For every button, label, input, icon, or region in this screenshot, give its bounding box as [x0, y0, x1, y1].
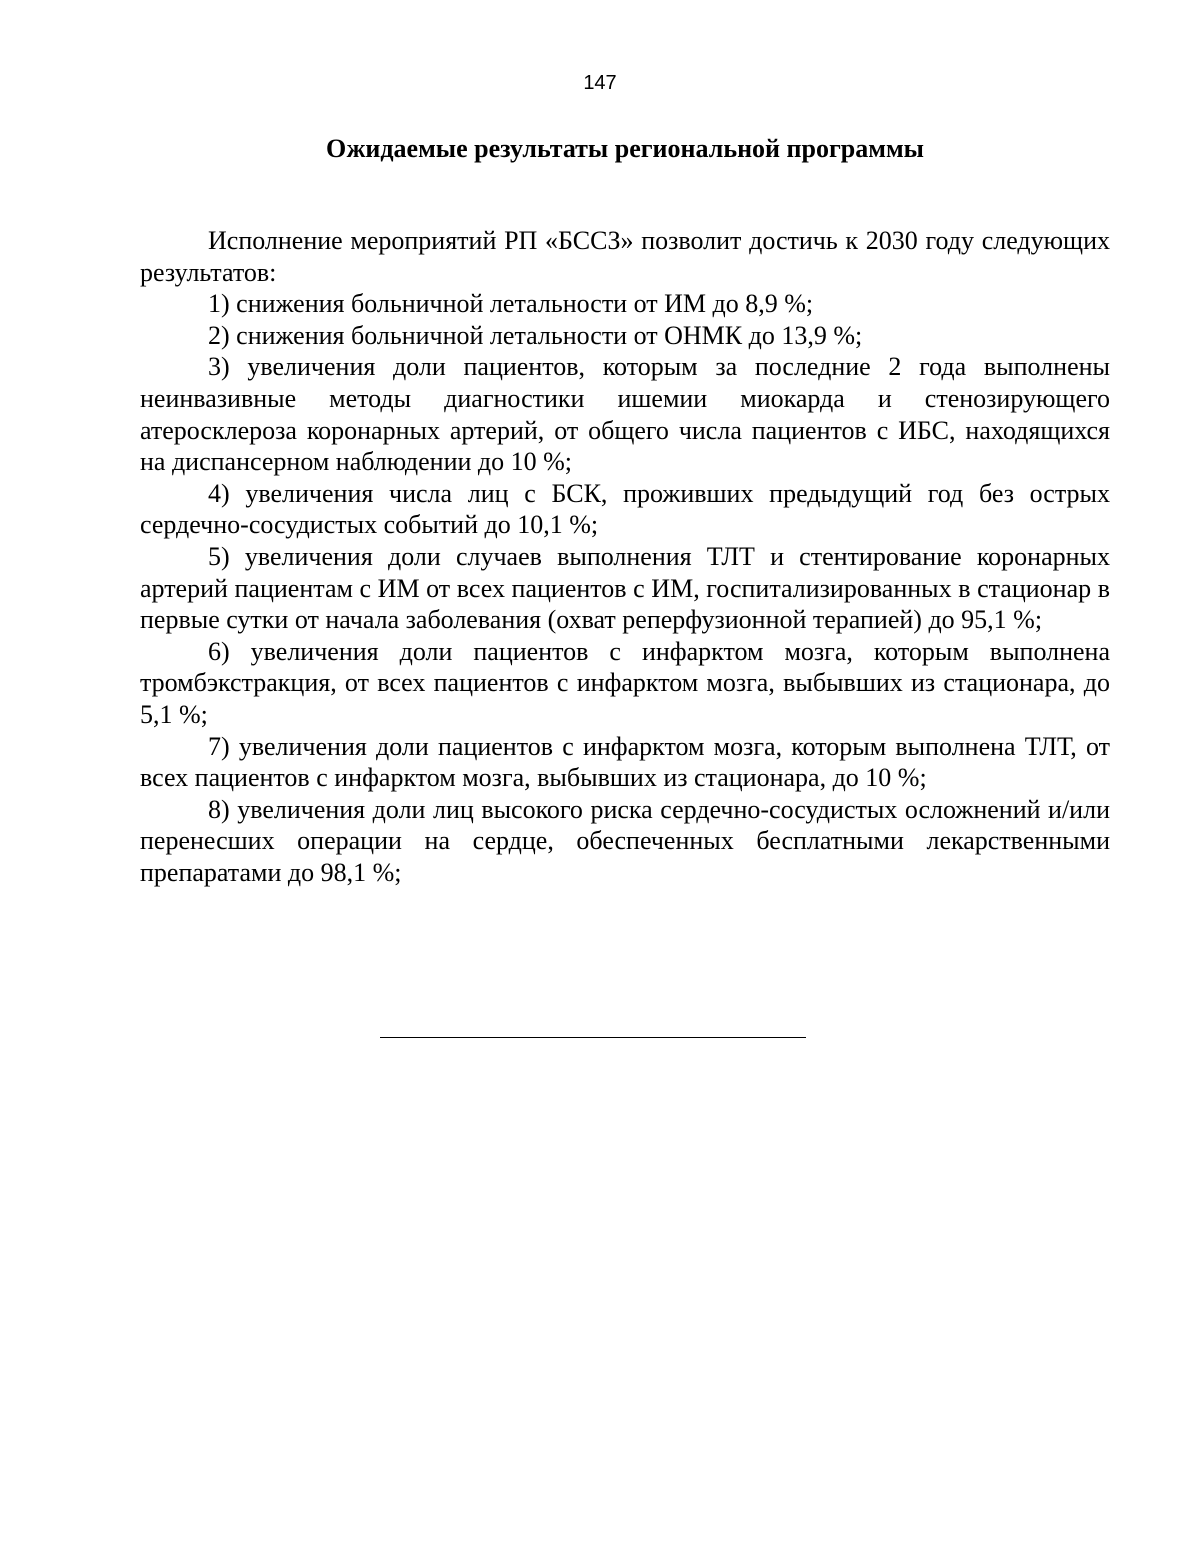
result-item-2: 2) снижения больничной летальности от ОНМК до 13,9 %;: [208, 320, 863, 350]
end-divider-line: [380, 1037, 806, 1038]
result-item-5: 5) увеличения доли случаев выполнения ТЛТ и стентирование коронарных артерий пациентам с ИМ от всех пациентов с ИМ, госпитализированных в стационар в первые сутки от начала заболевания (охват реперфузионной терапией) до 95,1 %;: [140, 541, 1110, 635]
page-number: 147: [583, 72, 617, 94]
document-body: [140, 225, 1110, 888]
result-item-8: 8) увеличения доли лиц высокого риска сердечно-сосудистых осложнений и/или перенесших операции на сердце, обеспеченных бесплатными лекарственными препаратами до 98,1 %;: [140, 794, 1110, 887]
result-item-1: 1) снижения больничной летальности от ИМ до 8,9 %;: [208, 289, 814, 319]
result-item-3: 3) увеличения доли пациентов, которым за последние 2 года выполнены неинвазивные методы диагностики ишемии миокарда и стенозирующего атеросклероза коронарных артерий, от общего числа пациентов с ИБС, находящихся на диспансерном наблюдении до 10 %;: [140, 352, 1110, 477]
result-item-4: 4) увеличения числа лиц с БСК, проживших предыдущий год без острых сердечно-сосудистых событий до 10,1 %;: [140, 478, 1110, 540]
result-item-7: 7) увеличения доли пациентов с инфарктом мозга, которым выполнена ТЛТ, от всех пациентов с инфарктом мозга, выбывших из стационара, до 10 %;: [140, 731, 1110, 793]
intro-paragraph: Исполнение мероприятий РП «БССЗ» позволит достичь к 2030 году следующих результатов:: [140, 226, 1110, 287]
document-title: Ожидаемые результаты региональной программы: [326, 134, 924, 163]
result-item-6: 6) увеличения доли пациентов с инфарктом мозга, которым выполнена тромбэкстракция, от всех пациентов с инфарктом мозга, выбывших из стационара, до 5,1 %;: [140, 636, 1110, 729]
